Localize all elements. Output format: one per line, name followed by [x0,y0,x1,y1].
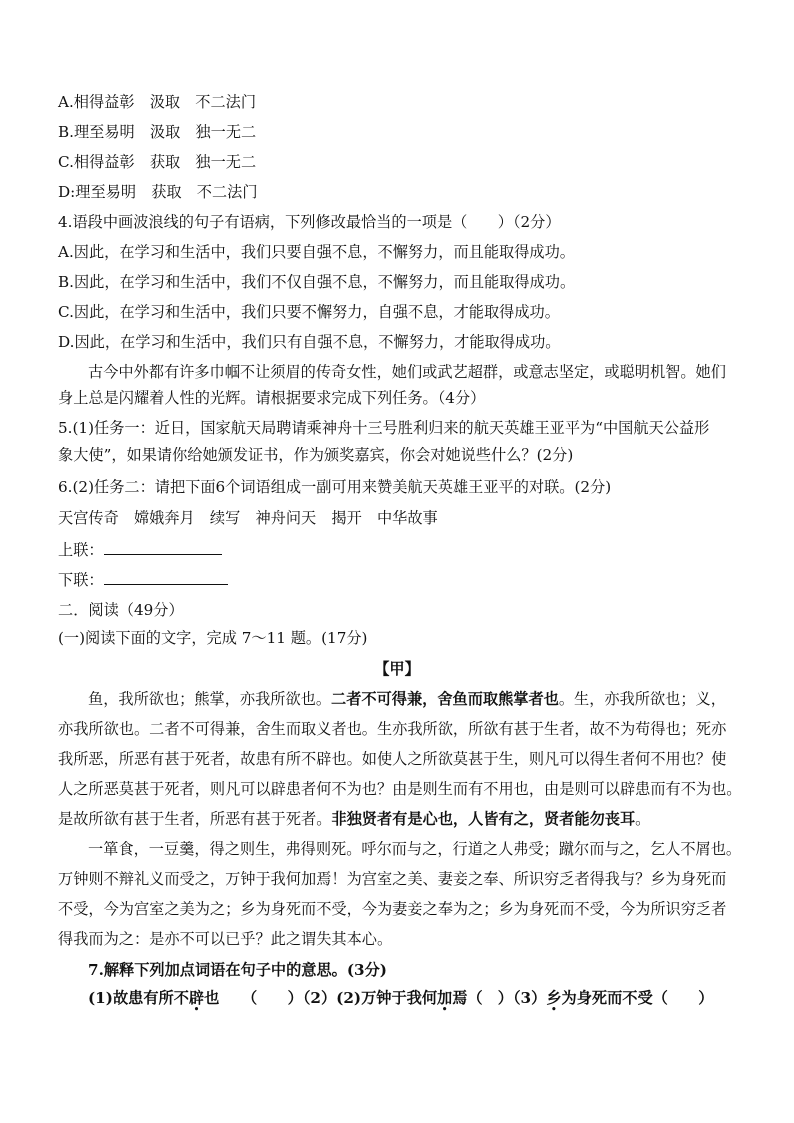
q7-stem: 7.解释下列加点词语在句子中的意思。(3分) [88,961,387,979]
q4-option-d: D.因此，在学习和生活中，我们只有自强不息，不懈努力，才能取得成功。 [58,333,561,351]
q3-option-c: C.相得益彰 获取 独一无二 [58,153,257,171]
q7-item-2-tail: 焉（ ）（3） [452,989,547,1007]
q7-item-1-dotted-word: 辟 [188,989,205,1007]
passage-p2-line-2: 万钟则不辩礼义而受之，万钟于我何加焉！为宫室之美、妻妾之奉、所识穷乏者得我与？乡为身死而 [58,870,727,888]
lower-couplet-label: 下联： [58,571,104,589]
q5-line-1: 5.(1)任务一：近日，国家航天局聘请乘神舟十三号胜利归来的航天英雄王亚平为“中国航天公益形 [58,419,710,437]
q7-items [88,988,754,1008]
q7-item-1-text: (1)故患有所不 [88,989,189,1007]
passage-p1-line-2: 亦我所欲也。二者不可得兼，舍生而取义者也。生亦我所欲，所欲有甚于生者，故不为苟得也；死亦 [58,720,727,738]
q6-words: 天宫传奇 嫦娥奔月 续写 神舟问天 揭开 中华故事 [58,509,438,527]
upper-couplet-label: 上联： [58,541,104,559]
q4-option-a: A.因此，在学习和生活中，我们只要自强不息，不懈努力，而且能取得成功。 [58,243,575,261]
upper-couplet-blank[interactable] [104,540,222,555]
section-2-title: 二．阅读（49分） [58,601,184,619]
q7-item-2-text: (2)万钟于我何 [336,989,438,1007]
passage-p1-line-3: 我所恶，所恶有甚于死者，故患有所不辟也。如使人之所欲莫甚于生，则凡可以得生者何不用也？使 [58,750,727,768]
q4-stem: 4.语段中画波浪线的句子有语病，下列修改最恰当的一项是（ ）（2分） [58,213,561,231]
q4-option-b: B.因此，在学习和生活中，我们不仅自强不息，不懈努力，而且能取得成功。 [58,273,576,291]
q4-option-c: C.因此，在学习和生活中，我们只要不懈努力，自强不息，才能取得成功。 [58,303,560,321]
q3-option-b: B.理至易明 汲取 独一无二 [58,123,257,141]
lower-couplet-blank[interactable] [104,570,228,585]
passage-p2-line-1: 一箪食，一豆羹，得之则生，弗得则死。呼尔而与之，行道之人弗受；蹴尔而与之，乞人不屑也。 [88,840,742,858]
passage-p2-line-3: 不受，今为宫室之美为之；乡为身死而不受，今为妻妾之奉为之；乡为身死而不受，今为所识穷乏者 [58,900,727,918]
q3-option-d: D:理至易明 获取 不二法门 [58,183,258,201]
passage-bold-text: 二者不可得兼，舍鱼而取熊掌者也 [331,690,559,708]
q6-stem: 6.(2)任务二：请把下面6个词语组成一副可用来赞美航天英雄王亚平的对联。(2分) [58,478,612,496]
upper-couplet-row [58,540,754,560]
q7-item-1-tail: 也 （ ）（2） [204,989,337,1007]
passage-p2-line-4: 得我而为之：是亦不可以已乎？此之谓失其本心。 [58,930,393,948]
q7-item-3-tail: 为身死而不受（ ） [561,989,714,1007]
task-intro-line-1: 古今中外都有许多巾帼不让须眉的传奇女性，她们或武艺超群，或意志坚定，或聪明机智。她们 [88,363,726,381]
passage-text: 是故所欲有甚于生者，所恶有甚于死者。 [58,810,332,828]
passage-p1-line-1 [88,689,754,709]
passage-text: 鱼，我所欲也；熊掌，亦我所欲也。 [88,690,331,708]
lower-couplet-row [58,570,754,590]
passage-p1-line-5 [58,809,754,829]
passage-title: 【甲】 [374,660,420,678]
q3-option-a: A.相得益彰 汲取 不二法门 [58,93,257,111]
passage-p1-line-4: 人之所恶莫甚于死者，则凡可以辟患者何不为也？由是则生而有不用也，由是则可以辟患而有不为也。 [58,780,742,798]
task-intro-line-2: 身上总是闪耀着人性的光辉。请根据要求完成下列任务。（4分） [58,389,486,407]
q5-line-2: 象大使”，如果请你给她颁发证书，作为颁奖嘉宾，你会对她说些什么？(2分) [58,446,574,464]
q7-item-2-dotted-word: 加 [437,989,453,1007]
passage-text: 。 [635,810,651,828]
passage-bold-text: 非独贤者有是心也，人皆有之，贤者能勿丧耳 [331,810,636,828]
q7-item-3-dotted-word: 乡 [546,989,562,1007]
passage-text: 。生，亦我所欲也；义， [558,690,726,708]
section-2-subtitle: (一)阅读下面的文字，完成 7～11 题。(17分) [58,629,368,647]
